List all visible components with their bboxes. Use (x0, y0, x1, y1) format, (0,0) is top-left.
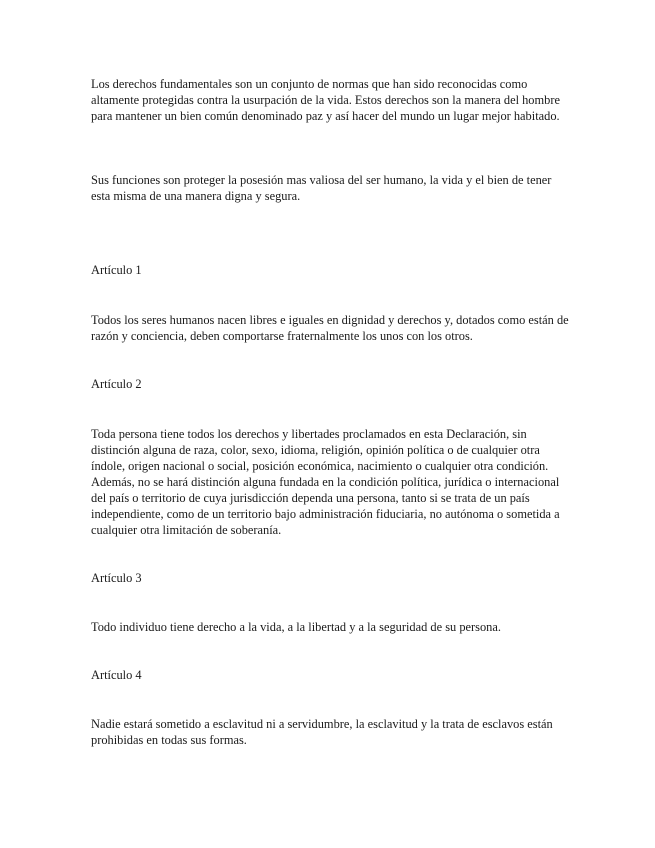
article-3-text: Todo individuo tiene derecho a la vida, a la libertad y a la seguridad de su persona. (91, 620, 501, 634)
article-2-text: Toda persona tiene todos los derechos y libertades proclamados en esta Declaración, sin distinción alguna de raza, color, sexo, idioma, religión, opinión política o de cualquier otra índole, origen nacional o social, posición económica, nacimiento o cualquier otra condición. Además, no se hará distinción alguna fundada en la condición política, jurídica o internacional del país o territorio de cuya jurisdicción dependa una persona, tanto si se trata de un país independiente, como de un territorio bajo administración fiduciaria, no autónoma o sometida a cualquier otra limitación de soberanía. (91, 427, 560, 537)
intro-paragraph-1: Los derechos fundamentales son un conjunto de normas que han sido reconocidas como altamente protegidas contra la usurpación de la vida. Estos derechos son la manera del hombre para mantener un bien común denominado paz y así hacer del mundo un lugar mejor habitado. (91, 77, 560, 123)
article-2-title: Artículo 2 (91, 377, 142, 391)
article-1-text: Todos los seres humanos nacen libres e iguales en dignidad y derechos y, dotados como están de razón y conciencia, deben comportarse fraternalmente los unos con los otros. (91, 313, 569, 343)
article-1-title: Artículo 1 (91, 263, 142, 277)
article-4-text: Nadie estará sometido a esclavitud ni a servidumbre, la esclavitud y la trata de esclavos están prohibidas en todas sus formas. (91, 717, 553, 747)
article-4-title: Artículo 4 (91, 668, 142, 682)
intro-paragraph-2: Sus funciones son proteger la posesión mas valiosa del ser humano, la vida y el bien de tener esta misma de una manera digna y segura. (91, 173, 552, 203)
article-3-title: Artículo 3 (91, 571, 142, 585)
